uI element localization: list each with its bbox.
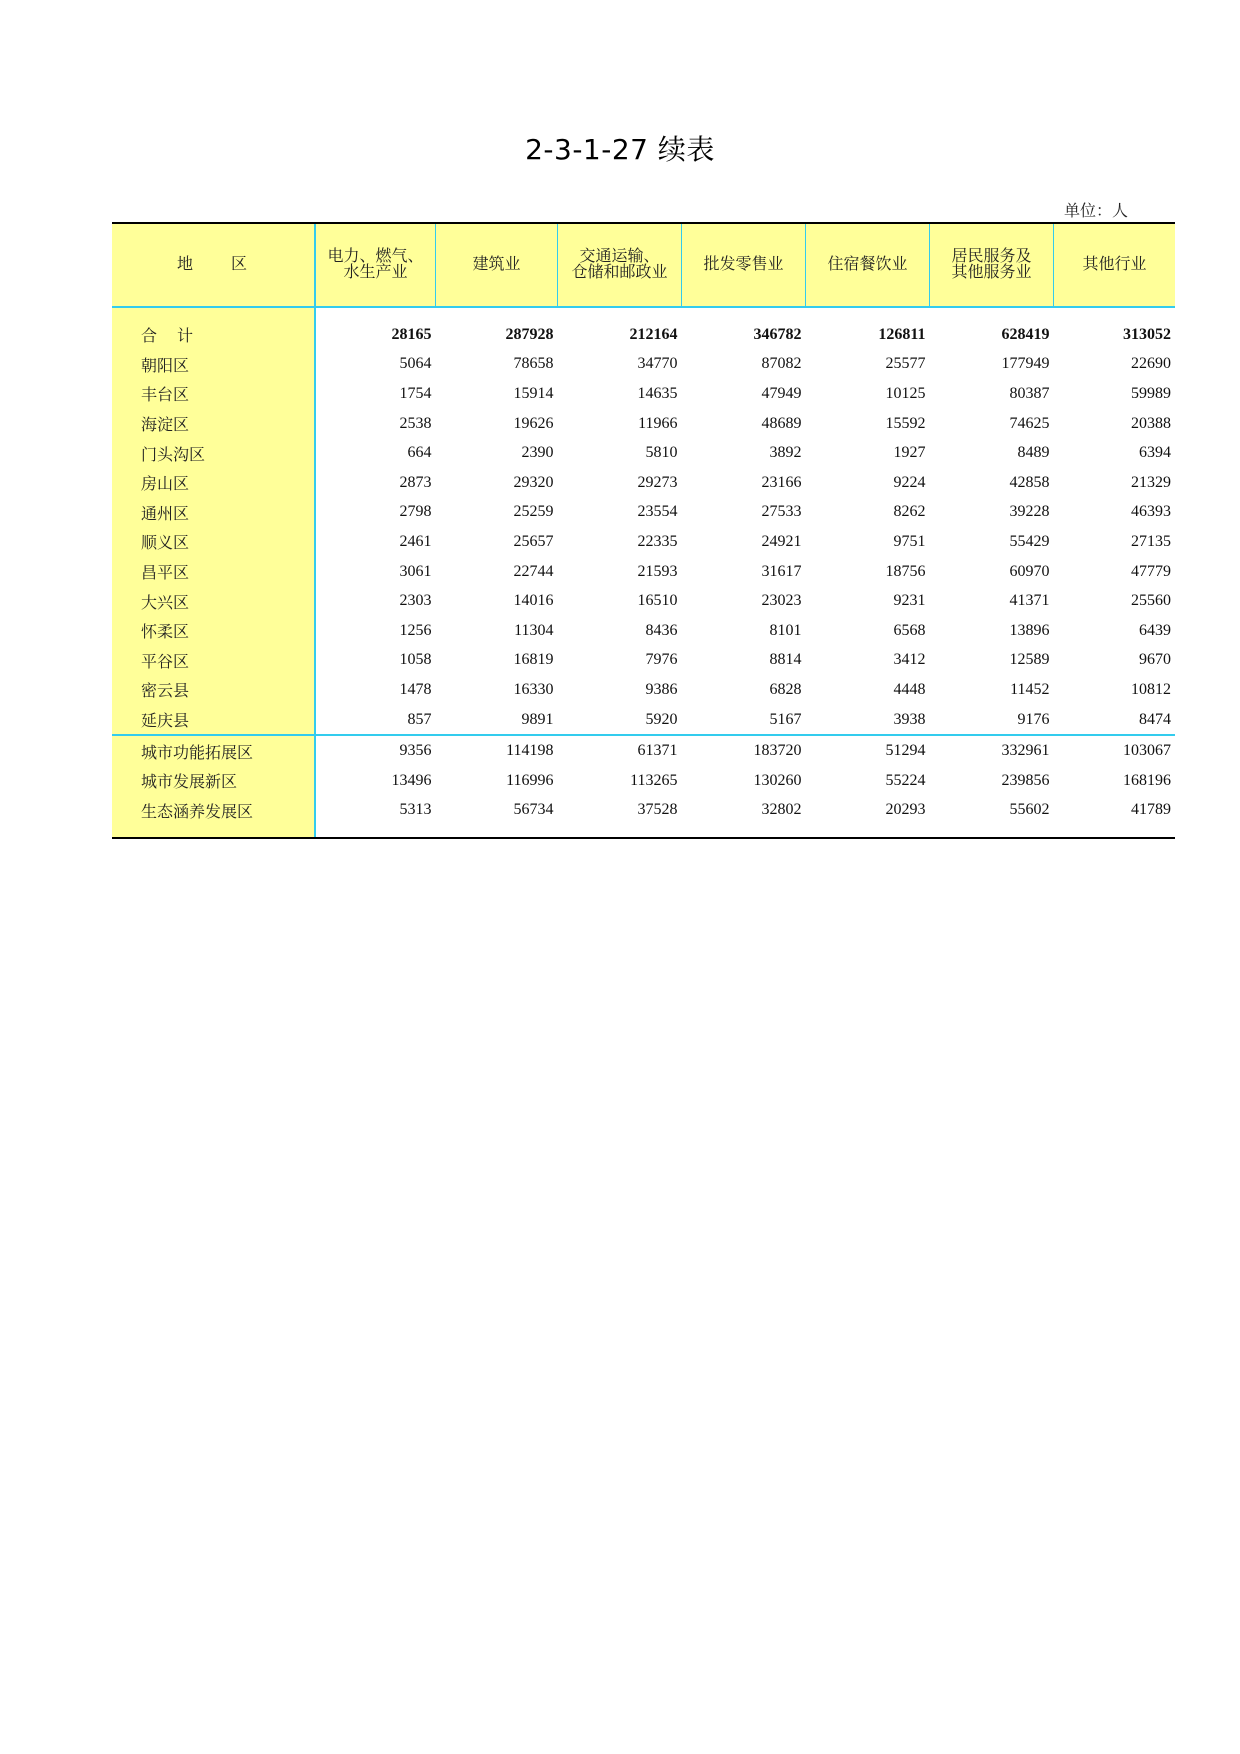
- cell: 10812: [1131, 680, 1171, 698]
- cell: 25577: [885, 355, 926, 373]
- cell: 37528: [558, 796, 682, 839]
- cell: 15592: [885, 414, 926, 432]
- zone-row: [112, 766, 1175, 796]
- unit-label: 单位：人: [1063, 203, 1128, 220]
- cell: 9231: [893, 592, 926, 610]
- cell: 1927: [893, 444, 926, 462]
- cell: 25560: [1131, 592, 1171, 610]
- header-line: 住宿餐饮业: [827, 256, 908, 273]
- cell: 5810: [645, 444, 678, 462]
- cell: 27135: [1131, 532, 1171, 550]
- header-construction: [436, 223, 558, 307]
- cell: 59989: [1131, 384, 1171, 402]
- row-name: 丰台区: [112, 379, 315, 409]
- zone-row: [112, 735, 1175, 766]
- cell: 9891: [521, 710, 554, 728]
- cell: 116996: [506, 771, 554, 789]
- row-name: 昌平区: [112, 557, 315, 587]
- cell: 15914: [513, 384, 554, 402]
- cell: 8814: [769, 651, 802, 669]
- cell: 18756: [885, 562, 926, 580]
- header-line: 其他行业: [1082, 256, 1147, 273]
- header-resident-services: [930, 223, 1054, 307]
- header-region: [112, 223, 315, 307]
- cell: 22744: [513, 562, 554, 580]
- cell: 20293: [806, 796, 930, 839]
- cell: 80387: [1009, 384, 1050, 402]
- cell: 25657: [513, 532, 554, 550]
- cell: 3892: [769, 444, 802, 462]
- cell: 47779: [1131, 562, 1171, 580]
- district-row: [112, 409, 1175, 439]
- cell: 130260: [753, 771, 802, 789]
- district-row: [112, 646, 1175, 676]
- cell: 47949: [761, 384, 802, 402]
- cell: 29273: [637, 473, 678, 491]
- cell: 168196: [1123, 771, 1171, 789]
- cell: 61371: [558, 735, 682, 766]
- cell: 1754: [399, 384, 432, 402]
- cell: 13496: [391, 771, 432, 789]
- cell: 16819: [513, 651, 554, 669]
- cell: 13896: [1009, 621, 1050, 639]
- cell: 9751: [893, 532, 926, 550]
- header-line: 批发零售业: [703, 256, 784, 273]
- header-wholesale-retail: [682, 223, 806, 307]
- cell: 8489: [1017, 444, 1050, 462]
- header-other: [1054, 223, 1176, 307]
- cell: 2390: [521, 444, 554, 462]
- cell: 313052: [1123, 325, 1171, 343]
- row-name: 平谷区: [112, 646, 315, 676]
- cell: 11966: [638, 414, 678, 432]
- cell: 5920: [645, 710, 678, 728]
- row-name: 怀柔区: [112, 616, 315, 646]
- cell: 2303: [399, 592, 432, 610]
- cell: 22335: [637, 532, 678, 550]
- cell: 2461: [399, 532, 432, 550]
- header-line: 其他服务业: [951, 264, 1032, 281]
- header-utilities: [315, 223, 436, 307]
- cell: 2873: [399, 473, 432, 491]
- district-row: [112, 468, 1175, 498]
- cell: 39228: [1009, 503, 1050, 521]
- cell: 60970: [1009, 562, 1050, 580]
- cell: 183720: [682, 735, 806, 766]
- cell: 7976: [645, 651, 678, 669]
- district-row: [112, 705, 1175, 736]
- cell: 9670: [1139, 651, 1171, 669]
- cell: 3061: [399, 562, 432, 580]
- table-body: [112, 307, 1175, 838]
- cell: 2538: [399, 414, 432, 432]
- cell: 28165: [391, 325, 432, 343]
- cell: 34770: [637, 355, 678, 373]
- cell: 346782: [753, 325, 802, 343]
- header-line: 水生产业: [343, 264, 408, 281]
- cell: 9386: [645, 680, 678, 698]
- row-name: 海淀区: [112, 409, 315, 439]
- cell: 11304: [514, 621, 554, 639]
- cell: 8436: [645, 621, 678, 639]
- row-name: 门头沟区: [112, 438, 315, 468]
- row-name: 通州区: [112, 498, 315, 528]
- cell: 857: [407, 710, 432, 728]
- row-name: 生态涵养发展区: [112, 796, 315, 839]
- cell: 8101: [769, 621, 802, 639]
- cell: 6828: [769, 680, 802, 698]
- district-row: [112, 350, 1175, 380]
- cell: 23554: [637, 503, 678, 521]
- cell: 55429: [1009, 532, 1050, 550]
- cell: 1058: [399, 651, 432, 669]
- cell: 51294: [806, 735, 930, 766]
- cell: 4448: [893, 680, 926, 698]
- header-hospitality: [806, 223, 930, 307]
- statistics-table: [112, 222, 1175, 839]
- cell: 177949: [1001, 355, 1050, 373]
- header-transport: [558, 223, 682, 307]
- cell: 2798: [399, 503, 432, 521]
- cell: 55602: [930, 796, 1054, 839]
- cell: 287928: [505, 325, 554, 343]
- cell: 6568: [893, 621, 926, 639]
- cell: 6439: [1139, 621, 1171, 639]
- cell: 29320: [513, 473, 554, 491]
- cell: 1478: [399, 680, 432, 698]
- cell: 78658: [513, 355, 554, 373]
- cell: 5313: [315, 796, 436, 839]
- cell: 74625: [1009, 414, 1050, 432]
- table-title: 2-3-1-27 续表: [525, 133, 715, 166]
- district-row: [112, 438, 1175, 468]
- cell: 9176: [1017, 710, 1050, 728]
- cell: 332961: [930, 735, 1054, 766]
- cell: 48689: [761, 414, 802, 432]
- cell: 8474: [1139, 710, 1171, 728]
- cell: 22690: [1131, 355, 1171, 373]
- cell: 664: [407, 444, 432, 462]
- cell: 42858: [1009, 473, 1050, 491]
- cell: 41789: [1054, 796, 1176, 839]
- row-name: 密云县: [112, 675, 315, 705]
- district-row: [112, 586, 1175, 616]
- district-row: [112, 675, 1175, 705]
- row-name: 房山区: [112, 468, 315, 498]
- total-row: [112, 307, 1175, 350]
- cell: 21329: [1131, 473, 1171, 491]
- row-name: 城市功能拓展区: [112, 735, 315, 766]
- cell: 5064: [399, 355, 432, 373]
- cell: 9224: [893, 473, 926, 491]
- cell: 27533: [761, 503, 802, 521]
- cell: 19626: [513, 414, 554, 432]
- cell: 31617: [761, 562, 802, 580]
- cell: 239856: [1001, 771, 1050, 789]
- district-row: [112, 498, 1175, 528]
- header-line: 电力、燃气、: [327, 248, 424, 265]
- district-row: [112, 527, 1175, 557]
- cell: 56734: [436, 796, 558, 839]
- cell: 113265: [630, 771, 678, 789]
- district-row: [112, 557, 1175, 587]
- cell: 9356: [315, 735, 436, 766]
- cell: 16510: [637, 592, 678, 610]
- row-name: 顺义区: [112, 527, 315, 557]
- cell: 8262: [893, 503, 926, 521]
- header-line: 居民服务及: [951, 248, 1032, 265]
- cell: 3938: [893, 710, 926, 728]
- cell: 12589: [1009, 651, 1050, 669]
- cell: 41371: [1009, 592, 1050, 610]
- cell: 25259: [513, 503, 554, 521]
- cell: 23023: [761, 592, 802, 610]
- cell: 11452: [1010, 680, 1050, 698]
- cell: 87082: [761, 355, 802, 373]
- cell: 16330: [513, 680, 554, 698]
- cell: 6394: [1139, 444, 1171, 462]
- district-row: [112, 379, 1175, 409]
- header-region-part: 地: [176, 256, 195, 273]
- cell: 32802: [682, 796, 806, 839]
- cell: 46393: [1131, 503, 1171, 521]
- cell: 628419: [1001, 325, 1050, 343]
- header-line: 建筑业: [472, 256, 521, 273]
- cell: 55224: [885, 771, 926, 789]
- row-name: 延庆县: [112, 705, 315, 736]
- cell: 103067: [1054, 735, 1176, 766]
- cell: 14016: [513, 592, 554, 610]
- cell: 5167: [769, 710, 802, 728]
- header-line: 交通运输、: [579, 248, 660, 265]
- cell: 10125: [885, 384, 926, 402]
- cell: 3412: [893, 651, 926, 669]
- header-row: [112, 223, 1175, 307]
- district-row: [112, 616, 1175, 646]
- cell: 20388: [1131, 414, 1171, 432]
- zone-row: [112, 796, 1175, 839]
- cell: 21593: [637, 562, 678, 580]
- cell: 24921: [761, 532, 802, 550]
- row-name: 合 计: [112, 307, 315, 350]
- row-name: 大兴区: [112, 586, 315, 616]
- row-name: 城市发展新区: [112, 766, 315, 796]
- cell: 212164: [629, 325, 678, 343]
- cell: 14635: [637, 384, 678, 402]
- cell: 23166: [761, 473, 802, 491]
- cell: 1256: [399, 621, 432, 639]
- cell: 114198: [436, 735, 558, 766]
- header-region-part: 区: [231, 256, 250, 273]
- cell: 126811: [878, 325, 926, 343]
- row-name: 朝阳区: [112, 350, 315, 380]
- header-line: 仓储和邮政业: [571, 264, 668, 281]
